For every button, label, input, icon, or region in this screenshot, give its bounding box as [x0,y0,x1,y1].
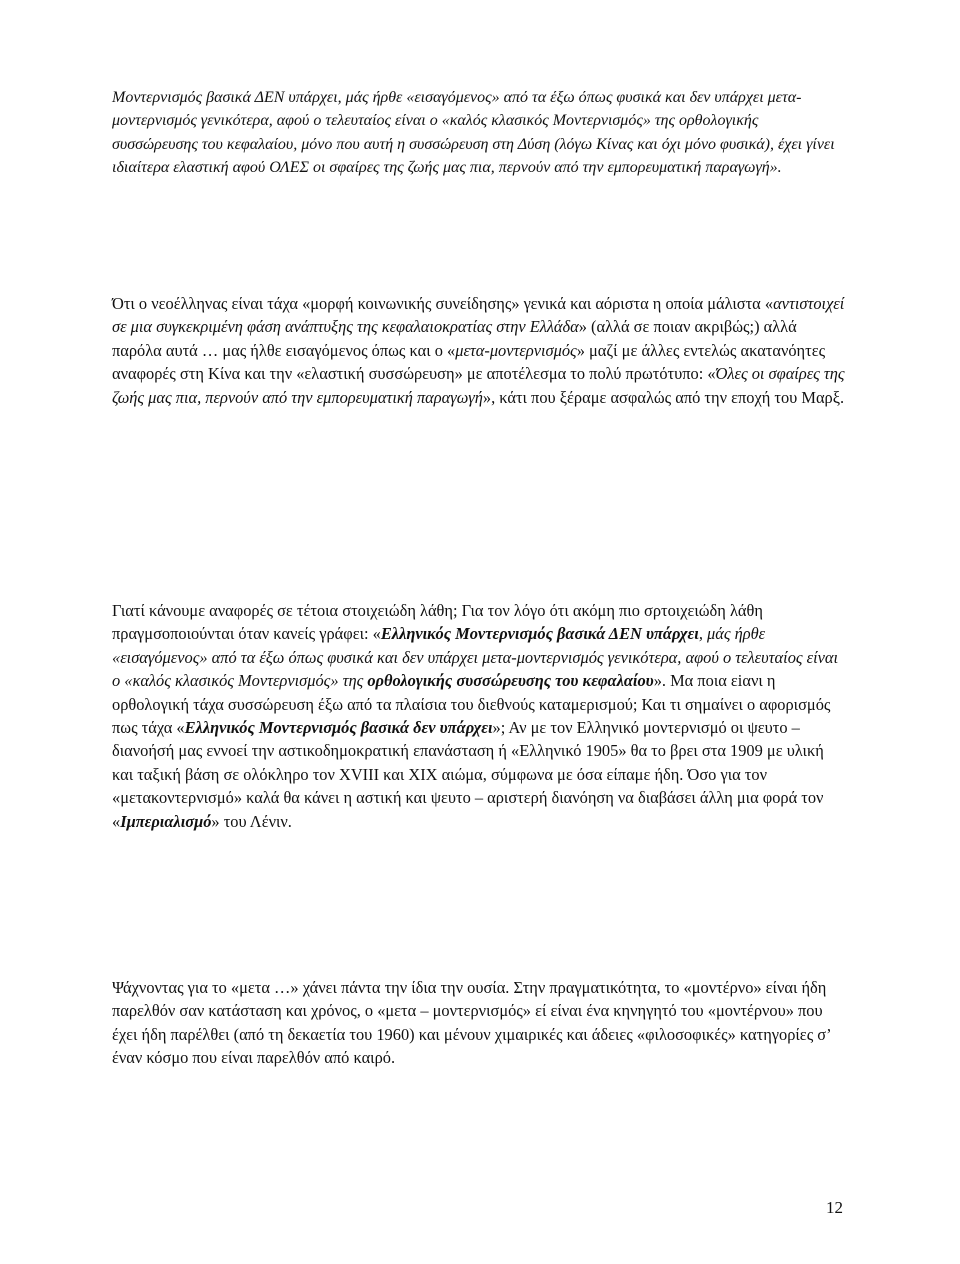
text-segment: ». Μα ποια εiανι η ορθολογική τάχα συσσώρευση έξω από τα πλαίσια του διεθνούς καταμερισμού; Και τι σημαίνει ο αφορισμός πως τάχα « [112,671,831,738]
text-segment: » (αλλά σε ποιαν ακριβώς;) αλλά παρόλα αυτά … μας ήλθε εισαγόμενος όπως και ο « [112,317,797,360]
text-segment: Όλες οι σφαίρες της ζωής μας πια, περνούν από την εμπορευματική παραγωγή [112,364,845,407]
text-segment: μετα-μοντερνισμός [455,340,577,360]
text-segment: αντιστοιχεί σε μια συγκεκριμένη φάση ανάπτυξης της κεφαλαιοκρατίας στην Ελλάδα [112,294,845,337]
text-segment: Ιμπεριαλισμό [120,811,212,831]
text-segment: Ότι ο νεοέλληνας είναι τάχα «μορφή κοινωνικής συνείδησης» γενικά και αόριστα η οποία μάλιστα « [112,294,774,313]
paragraph-body [112,599,847,833]
text-segment: » μαζί με άλλες εντελώς ακατανόητες αναφορές στη Κίνα και την «ελαστική συσσώρευση» με αποτέλεσμα το πολύ πρωτότυπο: « [112,340,826,384]
paragraph-body [112,292,847,409]
page-number: 12 [826,1198,843,1217]
text-segment: » του Λένιν. [211,811,292,831]
text-segment: Ελληνικός Μοντερνισμός βασικά δεν υπάρχει [184,718,493,738]
paragraph-quote [112,86,847,180]
text-segment: , μάς ήρθε «εισαγόμενος» από τα έξω όπως φυσικά και δεν υπάρχει μετα-μοντερνισμός γενικότερα, αφού ο τελευταίος είναι ο «καλός κλασικός Μοντερνισμός» της [112,624,839,691]
text-segment: Ελληνικός Μοντερνισμός βασικά ΔΕΝ υπάρχει [380,624,699,644]
paragraph-body [112,976,847,1070]
text-segment: ορθολογικής συσσώρευσης του κεφαλαίου [367,671,654,691]
text-segment: Γιατί κάνουμε αναφορές σε τέτοια στοιχειώδη λάθη; Για τον λόγο ότι ακόμη πιο σρτοιχειώδη λάθη πραγμσοποιούνται όταν κανείς γράφει: « [112,601,763,644]
text-segment: », κάτι που ξέραμε ασφαλώς από την εποχή του Μαρξ. [482,387,845,407]
text-segment: Ψάχνοντας για το «μετα …» χάνει πάντα την ίδια την ουσία. Στην πραγματικότητα, το «μοντέρνο» είναι ήδη παρελθόν σαν κατάσταση και χρόνος, ο «μετα – μοντερνισμός» εί είναι ένα κηνηγητό του «μοντέρνου» που έχει ήδη παρέλθει (από τη δεκαετία του 1960) και μένουν χιμαιρικές και άδειες «φιλοσοφικές» κατηγορίες σ’ έναν κόσμο που είναι παρελθόν από καιρό. [112,978,831,1068]
text-segment: Μοντερνισμός βασικά ΔΕΝ υπάρχει, μάς ήρθε «εισαγόμενος» από τα έξω όπως φυσικά και δεν υπάρχει μετα-μοντερνισμός γενικότερα, αφού ο τελευταίος είναι ο «καλός κλασικός Μοντερνισμός» της ορθολογικής συσσώρευσης του κεφαλαίου, μόνο που αυτή η συσσώρευση στη Δύση (λόγω Κίνας και όχι μόνο φυσικά), έχει γίνει ιδιαίτερα ελαστική αφού ΟΛΕΣ οι σφαίρες της ζωής μας πια, περνούν από την εμπορευματική παραγωγή». [112,89,835,177]
text-segment: »; Αν με τον Ελληνικό μοντερνισμό οι ψευτο – διανοήσή μας εννοεί την αστικοδημοκρατική επανάσταση ή «Ελληνικό 1905» θα το βρει στα 1909 με υλική και ταξική βάση σε ολόκληρο τον ΧVIII και ΧΙΧ αιώμα, σύμφωνα με όσα είπαμε ήδη. Όσο για τον «μετακοντερνισμό» καλά θα κάνει η αστική και ψευτο – αριστερή διανόηση να διαβάσει άλλη μια φορά τον « [112,718,824,831]
